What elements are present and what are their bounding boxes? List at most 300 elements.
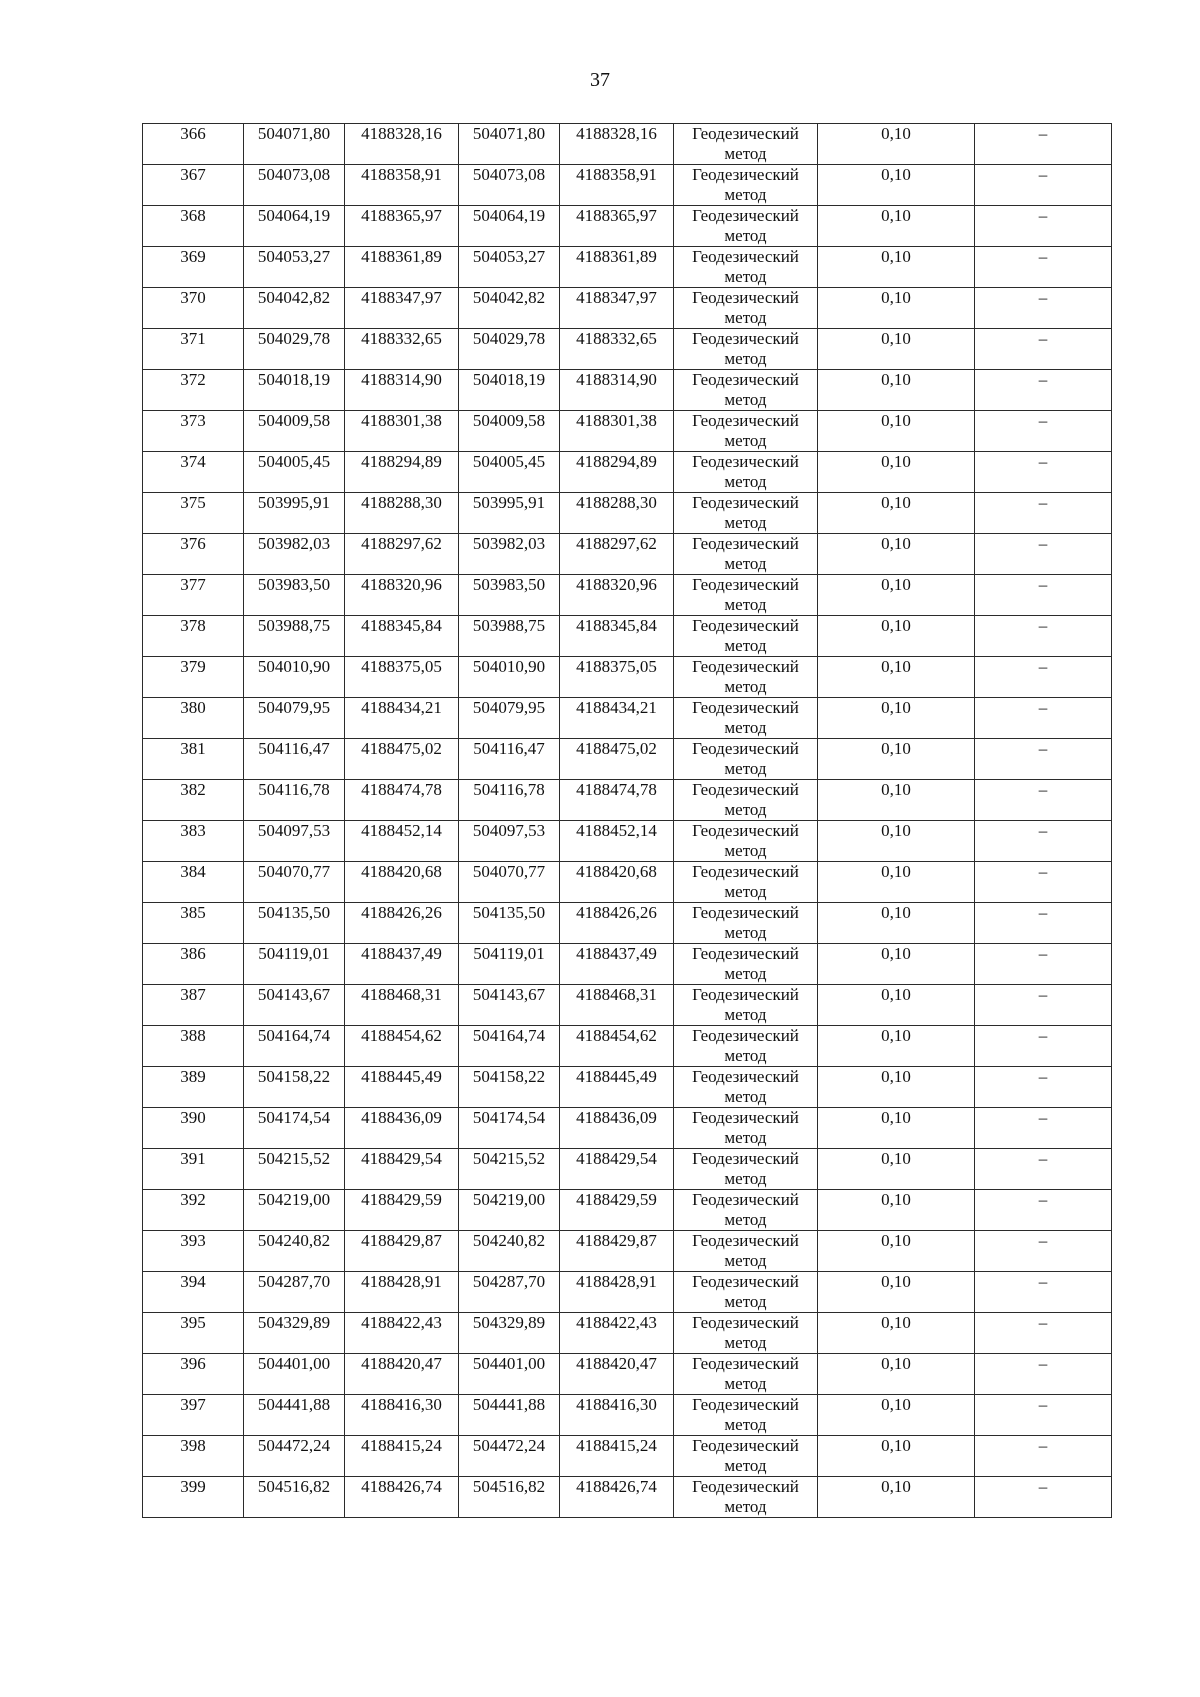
method-line-1: Геодезический [692, 534, 799, 553]
accuracy-cell: 0,10 [818, 985, 975, 1026]
method-line-1: Геодезический [692, 1108, 799, 1127]
y-new-cell: 4188347,97 [560, 288, 674, 329]
y-new-cell: 4188452,14 [560, 821, 674, 862]
method-line-2: метод [724, 1374, 767, 1393]
note-cell: – [975, 206, 1112, 247]
method-cell [674, 411, 818, 452]
point-number-cell: 397 [143, 1395, 244, 1436]
x-new-cell: 504071,80 [459, 124, 560, 165]
method-line-2: метод [724, 636, 767, 655]
method-line-2: метод [724, 1128, 767, 1147]
method-cell [674, 1190, 818, 1231]
note-cell: – [975, 534, 1112, 575]
accuracy-cell: 0,10 [818, 862, 975, 903]
y-new-cell: 4188365,97 [560, 206, 674, 247]
point-number-cell: 381 [143, 739, 244, 780]
table-row [143, 370, 1112, 411]
method-cell [674, 1026, 818, 1067]
note-cell: – [975, 657, 1112, 698]
y-existing-cell: 4188294,89 [345, 452, 459, 493]
y-existing-cell: 4188320,96 [345, 575, 459, 616]
y-existing-cell: 4188347,97 [345, 288, 459, 329]
point-number-cell: 376 [143, 534, 244, 575]
note-cell: – [975, 575, 1112, 616]
method-line-2: метод [724, 1210, 767, 1229]
method-line-2: метод [724, 964, 767, 983]
y-existing-cell: 4188429,59 [345, 1190, 459, 1231]
method-line-1: Геодезический [692, 1477, 799, 1496]
accuracy-cell: 0,10 [818, 821, 975, 862]
table-row [143, 452, 1112, 493]
table-row [143, 124, 1112, 165]
method-line-1: Геодезический [692, 575, 799, 594]
x-existing-cell: 504070,77 [244, 862, 345, 903]
method-cell [674, 575, 818, 616]
method-line-2: метод [724, 267, 767, 286]
table-row [143, 1354, 1112, 1395]
x-existing-cell: 503988,75 [244, 616, 345, 657]
method-cell [674, 329, 818, 370]
x-new-cell: 504018,19 [459, 370, 560, 411]
method-cell [674, 780, 818, 821]
table-row [143, 534, 1112, 575]
method-cell [674, 206, 818, 247]
method-line-1: Геодезический [692, 124, 799, 143]
accuracy-cell: 0,10 [818, 780, 975, 821]
note-cell: – [975, 1477, 1112, 1518]
y-existing-cell: 4188454,62 [345, 1026, 459, 1067]
method-line-1: Геодезический [692, 698, 799, 717]
x-existing-cell: 504009,58 [244, 411, 345, 452]
y-existing-cell: 4188429,87 [345, 1231, 459, 1272]
table-row [143, 616, 1112, 657]
table-row [143, 821, 1112, 862]
accuracy-cell: 0,10 [818, 1190, 975, 1231]
note-cell: – [975, 1395, 1112, 1436]
note-cell: – [975, 1272, 1112, 1313]
method-line-2: метод [724, 1333, 767, 1352]
table-row [143, 493, 1112, 534]
y-existing-cell: 4188428,91 [345, 1272, 459, 1313]
table-row [143, 1190, 1112, 1231]
table-row [143, 903, 1112, 944]
accuracy-cell: 0,10 [818, 739, 975, 780]
method-line-1: Геодезический [692, 821, 799, 840]
point-number-cell: 393 [143, 1231, 244, 1272]
method-line-1: Геодезический [692, 780, 799, 799]
point-number-cell: 372 [143, 370, 244, 411]
x-new-cell: 504053,27 [459, 247, 560, 288]
y-existing-cell: 4188436,09 [345, 1108, 459, 1149]
x-new-cell: 504215,52 [459, 1149, 560, 1190]
y-existing-cell: 4188416,30 [345, 1395, 459, 1436]
x-new-cell: 504010,90 [459, 657, 560, 698]
method-line-2: метод [724, 1046, 767, 1065]
method-cell [674, 165, 818, 206]
x-existing-cell: 504401,00 [244, 1354, 345, 1395]
point-number-cell: 395 [143, 1313, 244, 1354]
point-number-cell: 379 [143, 657, 244, 698]
y-new-cell: 4188301,38 [560, 411, 674, 452]
table-row [143, 288, 1112, 329]
y-existing-cell: 4188420,68 [345, 862, 459, 903]
x-new-cell: 504158,22 [459, 1067, 560, 1108]
accuracy-cell: 0,10 [818, 411, 975, 452]
method-cell [674, 1108, 818, 1149]
note-cell: – [975, 247, 1112, 288]
x-existing-cell: 504116,78 [244, 780, 345, 821]
x-new-cell: 504240,82 [459, 1231, 560, 1272]
y-new-cell: 4188454,62 [560, 1026, 674, 1067]
method-line-2: метод [724, 1456, 767, 1475]
point-number-cell: 385 [143, 903, 244, 944]
accuracy-cell: 0,10 [818, 329, 975, 370]
x-new-cell: 504070,77 [459, 862, 560, 903]
method-line-2: метод [724, 185, 767, 204]
accuracy-cell: 0,10 [818, 1026, 975, 1067]
y-new-cell: 4188428,91 [560, 1272, 674, 1313]
accuracy-cell: 0,10 [818, 1231, 975, 1272]
method-line-1: Геодезический [692, 1272, 799, 1291]
note-cell: – [975, 821, 1112, 862]
table-row [143, 862, 1112, 903]
accuracy-cell: 0,10 [818, 452, 975, 493]
y-new-cell: 4188375,05 [560, 657, 674, 698]
y-existing-cell: 4188474,78 [345, 780, 459, 821]
point-number-cell: 389 [143, 1067, 244, 1108]
point-number-cell: 366 [143, 124, 244, 165]
x-existing-cell: 504018,19 [244, 370, 345, 411]
x-existing-cell: 504240,82 [244, 1231, 345, 1272]
note-cell: – [975, 1026, 1112, 1067]
y-existing-cell: 4188288,30 [345, 493, 459, 534]
point-number-cell: 387 [143, 985, 244, 1026]
note-cell: – [975, 370, 1112, 411]
method-line-1: Геодезический [692, 370, 799, 389]
method-line-1: Геодезический [692, 288, 799, 307]
method-line-1: Геодезический [692, 1149, 799, 1168]
method-cell [674, 493, 818, 534]
method-cell [674, 944, 818, 985]
method-cell [674, 698, 818, 739]
x-new-cell: 504516,82 [459, 1477, 560, 1518]
method-line-1: Геодезический [692, 616, 799, 635]
y-new-cell: 4188429,59 [560, 1190, 674, 1231]
point-number-cell: 375 [143, 493, 244, 534]
note-cell: – [975, 698, 1112, 739]
method-line-1: Геодезический [692, 165, 799, 184]
accuracy-cell: 0,10 [818, 1477, 975, 1518]
coordinates-table [142, 123, 1112, 1518]
table-row [143, 1067, 1112, 1108]
note-cell: – [975, 411, 1112, 452]
x-new-cell: 504064,19 [459, 206, 560, 247]
note-cell: – [975, 1231, 1112, 1272]
accuracy-cell: 0,10 [818, 1067, 975, 1108]
y-new-cell: 4188288,30 [560, 493, 674, 534]
point-number-cell: 369 [143, 247, 244, 288]
x-new-cell: 504029,78 [459, 329, 560, 370]
y-new-cell: 4188314,90 [560, 370, 674, 411]
method-cell [674, 124, 818, 165]
method-cell [674, 288, 818, 329]
table-row [143, 1272, 1112, 1313]
accuracy-cell: 0,10 [818, 493, 975, 534]
x-existing-cell: 504174,54 [244, 1108, 345, 1149]
method-cell [674, 452, 818, 493]
method-line-2: метод [724, 349, 767, 368]
x-new-cell: 504287,70 [459, 1272, 560, 1313]
point-number-cell: 392 [143, 1190, 244, 1231]
x-existing-cell: 504064,19 [244, 206, 345, 247]
note-cell: – [975, 1108, 1112, 1149]
accuracy-cell: 0,10 [818, 1149, 975, 1190]
note-cell: – [975, 903, 1112, 944]
point-number-cell: 371 [143, 329, 244, 370]
table-row [143, 329, 1112, 370]
y-existing-cell: 4188332,65 [345, 329, 459, 370]
x-existing-cell: 504143,67 [244, 985, 345, 1026]
x-existing-cell: 504472,24 [244, 1436, 345, 1477]
method-cell [674, 1231, 818, 1272]
note-cell: – [975, 165, 1112, 206]
method-line-2: метод [724, 677, 767, 696]
method-line-1: Геодезический [692, 493, 799, 512]
method-line-2: метод [724, 554, 767, 573]
method-line-2: метод [724, 800, 767, 819]
method-line-2: метод [724, 759, 767, 778]
accuracy-cell: 0,10 [818, 657, 975, 698]
method-line-2: метод [724, 1005, 767, 1024]
point-number-cell: 377 [143, 575, 244, 616]
x-existing-cell: 504010,90 [244, 657, 345, 698]
accuracy-cell: 0,10 [818, 1436, 975, 1477]
y-new-cell: 4188332,65 [560, 329, 674, 370]
point-number-cell: 394 [143, 1272, 244, 1313]
x-existing-cell: 504164,74 [244, 1026, 345, 1067]
y-existing-cell: 4188437,49 [345, 944, 459, 985]
table-row [143, 165, 1112, 206]
accuracy-cell: 0,10 [818, 698, 975, 739]
accuracy-cell: 0,10 [818, 1272, 975, 1313]
x-existing-cell: 504073,08 [244, 165, 345, 206]
method-line-1: Геодезический [692, 1231, 799, 1250]
method-cell [674, 1313, 818, 1354]
method-cell [674, 534, 818, 575]
x-existing-cell: 504116,47 [244, 739, 345, 780]
method-cell [674, 862, 818, 903]
x-existing-cell: 504119,01 [244, 944, 345, 985]
y-new-cell: 4188320,96 [560, 575, 674, 616]
x-existing-cell: 504329,89 [244, 1313, 345, 1354]
y-existing-cell: 4188345,84 [345, 616, 459, 657]
x-new-cell: 504119,01 [459, 944, 560, 985]
y-existing-cell: 4188429,54 [345, 1149, 459, 1190]
method-cell [674, 1354, 818, 1395]
method-line-2: метод [724, 923, 767, 942]
table-row [143, 944, 1112, 985]
table-row [143, 739, 1112, 780]
point-number-cell: 367 [143, 165, 244, 206]
point-number-cell: 398 [143, 1436, 244, 1477]
x-new-cell: 504116,47 [459, 739, 560, 780]
point-number-cell: 388 [143, 1026, 244, 1067]
table-row [143, 1026, 1112, 1067]
x-existing-cell: 504219,00 [244, 1190, 345, 1231]
method-line-1: Геодезический [692, 206, 799, 225]
y-new-cell: 4188420,47 [560, 1354, 674, 1395]
method-line-2: метод [724, 882, 767, 901]
accuracy-cell: 0,10 [818, 944, 975, 985]
method-line-1: Геодезический [692, 1067, 799, 1086]
method-cell [674, 1477, 818, 1518]
y-existing-cell: 4188452,14 [345, 821, 459, 862]
method-line-2: метод [724, 1415, 767, 1434]
accuracy-cell: 0,10 [818, 1313, 975, 1354]
method-cell [674, 657, 818, 698]
method-line-1: Геодезический [692, 739, 799, 758]
y-existing-cell: 4188361,89 [345, 247, 459, 288]
y-existing-cell: 4188434,21 [345, 698, 459, 739]
y-new-cell: 4188437,49 [560, 944, 674, 985]
y-new-cell: 4188436,09 [560, 1108, 674, 1149]
y-existing-cell: 4188426,74 [345, 1477, 459, 1518]
y-new-cell: 4188422,43 [560, 1313, 674, 1354]
y-new-cell: 4188475,02 [560, 739, 674, 780]
point-number-cell: 391 [143, 1149, 244, 1190]
y-existing-cell: 4188468,31 [345, 985, 459, 1026]
method-line-2: метод [724, 595, 767, 614]
method-cell [674, 616, 818, 657]
y-new-cell: 4188429,54 [560, 1149, 674, 1190]
method-cell [674, 1395, 818, 1436]
accuracy-cell: 0,10 [818, 247, 975, 288]
x-existing-cell: 504135,50 [244, 903, 345, 944]
point-number-cell: 378 [143, 616, 244, 657]
x-existing-cell: 504215,52 [244, 1149, 345, 1190]
y-new-cell: 4188429,87 [560, 1231, 674, 1272]
y-existing-cell: 4188426,26 [345, 903, 459, 944]
y-new-cell: 4188294,89 [560, 452, 674, 493]
x-existing-cell: 504516,82 [244, 1477, 345, 1518]
x-existing-cell: 503983,50 [244, 575, 345, 616]
method-cell [674, 903, 818, 944]
y-existing-cell: 4188420,47 [345, 1354, 459, 1395]
method-line-1: Геодезический [692, 1395, 799, 1414]
table-row [143, 1231, 1112, 1272]
y-existing-cell: 4188375,05 [345, 657, 459, 698]
x-new-cell: 504401,00 [459, 1354, 560, 1395]
x-existing-cell: 504158,22 [244, 1067, 345, 1108]
x-new-cell: 504135,50 [459, 903, 560, 944]
note-cell: – [975, 862, 1112, 903]
x-new-cell: 504005,45 [459, 452, 560, 493]
y-existing-cell: 4188328,16 [345, 124, 459, 165]
y-existing-cell: 4188358,91 [345, 165, 459, 206]
method-line-2: метод [724, 390, 767, 409]
accuracy-cell: 0,10 [818, 124, 975, 165]
y-new-cell: 4188426,74 [560, 1477, 674, 1518]
method-line-2: метод [724, 308, 767, 327]
x-existing-cell: 504029,78 [244, 329, 345, 370]
x-existing-cell: 504287,70 [244, 1272, 345, 1313]
x-existing-cell: 504097,53 [244, 821, 345, 862]
accuracy-cell: 0,10 [818, 165, 975, 206]
x-new-cell: 504143,67 [459, 985, 560, 1026]
accuracy-cell: 0,10 [818, 903, 975, 944]
y-existing-cell: 4188297,62 [345, 534, 459, 575]
method-line-2: метод [724, 1497, 767, 1516]
y-new-cell: 4188468,31 [560, 985, 674, 1026]
x-new-cell: 504441,88 [459, 1395, 560, 1436]
method-cell [674, 985, 818, 1026]
note-cell: – [975, 739, 1112, 780]
method-line-2: метод [724, 144, 767, 163]
method-cell [674, 1272, 818, 1313]
x-existing-cell: 504071,80 [244, 124, 345, 165]
point-number-cell: 396 [143, 1354, 244, 1395]
method-cell [674, 1067, 818, 1108]
point-number-cell: 380 [143, 698, 244, 739]
y-new-cell: 4188328,16 [560, 124, 674, 165]
note-cell: – [975, 1149, 1112, 1190]
y-new-cell: 4188426,26 [560, 903, 674, 944]
table-row [143, 1477, 1112, 1518]
y-new-cell: 4188345,84 [560, 616, 674, 657]
method-line-2: метод [724, 718, 767, 737]
y-new-cell: 4188361,89 [560, 247, 674, 288]
table-row [143, 780, 1112, 821]
method-line-1: Геодезический [692, 247, 799, 266]
method-line-1: Геодезический [692, 1313, 799, 1332]
x-existing-cell: 504441,88 [244, 1395, 345, 1436]
point-number-cell: 373 [143, 411, 244, 452]
method-cell [674, 739, 818, 780]
method-line-1: Геодезический [692, 944, 799, 963]
y-new-cell: 4188297,62 [560, 534, 674, 575]
x-new-cell: 504329,89 [459, 1313, 560, 1354]
coordinates-table-body [143, 124, 1112, 1518]
x-new-cell: 504219,00 [459, 1190, 560, 1231]
x-existing-cell: 504079,95 [244, 698, 345, 739]
x-new-cell: 503988,75 [459, 616, 560, 657]
x-new-cell: 503995,91 [459, 493, 560, 534]
method-line-1: Геодезический [692, 452, 799, 471]
note-cell: – [975, 1190, 1112, 1231]
point-number-cell: 384 [143, 862, 244, 903]
x-existing-cell: 503995,91 [244, 493, 345, 534]
point-number-cell: 399 [143, 1477, 244, 1518]
method-line-1: Геодезический [692, 903, 799, 922]
point-number-cell: 370 [143, 288, 244, 329]
method-line-2: метод [724, 1169, 767, 1188]
table-row [143, 657, 1112, 698]
y-existing-cell: 4188365,97 [345, 206, 459, 247]
accuracy-cell: 0,10 [818, 616, 975, 657]
x-new-cell: 504009,58 [459, 411, 560, 452]
point-number-cell: 386 [143, 944, 244, 985]
x-existing-cell: 504053,27 [244, 247, 345, 288]
y-new-cell: 4188474,78 [560, 780, 674, 821]
table-row [143, 206, 1112, 247]
method-line-1: Геодезический [692, 657, 799, 676]
x-existing-cell: 504005,45 [244, 452, 345, 493]
y-existing-cell: 4188301,38 [345, 411, 459, 452]
note-cell: – [975, 288, 1112, 329]
method-line-1: Геодезический [692, 862, 799, 881]
y-new-cell: 4188415,24 [560, 1436, 674, 1477]
method-cell [674, 1436, 818, 1477]
